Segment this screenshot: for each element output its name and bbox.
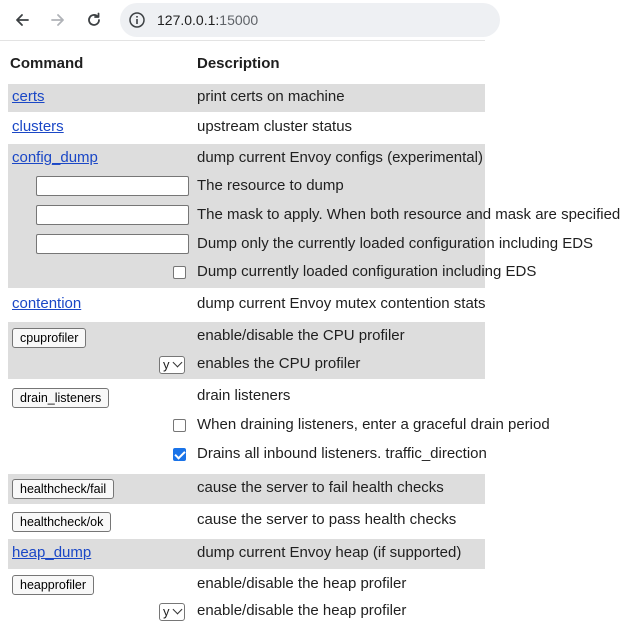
graceful-drain-checkbox[interactable] [173,419,186,432]
forward-arrow-icon[interactable] [48,10,68,30]
heapprofiler-select-value: y [163,604,170,619]
drain-listeners-button[interactable]: drain_listeners [12,388,109,408]
contention-link[interactable]: contention [12,295,82,312]
heap-dump-description: dump current Envoy heap (if supported) [197,544,462,561]
command-column-header: Command [10,55,84,72]
config-dump-description: dump current Envoy configs (experimental) [197,149,483,166]
table-row-drain-listeners [8,380,550,467]
graceful-param-description: When draining listeners, enter a graceful drain period [197,416,550,433]
heapprofiler-button[interactable]: heapprofiler [12,575,94,595]
resource-input[interactable] [36,176,189,196]
inboundonly-checkbox[interactable] [173,448,186,461]
name-regex-input[interactable] [36,234,189,254]
admin-page [0,41,620,619]
healthcheck-fail-description: cause the server to fail health checks [197,479,444,496]
table-row-clusters [8,113,485,143]
back-arrow-icon[interactable] [12,10,32,30]
certs-description: print certs on machine [197,88,345,105]
healthcheck-ok-button[interactable]: healthcheck/ok [12,512,111,532]
address-bar[interactable] [120,3,500,37]
heapprofiler-description: enable/disable the heap profiler [197,575,407,592]
table-row-heap-dump [8,539,485,569]
table-row-certs [8,84,485,112]
cpuprofiler-select-value: y [163,357,170,372]
url-port: 15000 [219,12,259,28]
name-regex-param-description: Dump only the currently loaded configuration including EDS [197,235,594,252]
include-eds-checkbox[interactable] [173,266,186,279]
table-row-healthcheck-fail [8,474,485,504]
include-eds-param-description: Dump currently loaded configuration including EDS [197,263,537,280]
cpuprofiler-button[interactable]: cpuprofiler [12,328,86,348]
cpuprofiler-enable-select[interactable] [159,356,185,374]
browser-toolbar [0,0,485,41]
url-text[interactable] [157,12,258,28]
table-row-contention [8,289,485,321]
table-row-config-dump [8,144,620,288]
heapprofiler-param-description: enable/disable the heap profiler [197,602,407,619]
cpuprofiler-param-description: enables the CPU profiler [197,355,361,372]
mask-param-description: The mask to apply. When both resource and mask are specified [197,206,620,223]
description-column-header: Description [197,55,280,72]
heap-dump-link[interactable]: heap_dump [12,544,92,561]
heapprofiler-enable-select[interactable] [159,603,185,621]
inboundonly-param-description: Drains all inbound listeners. traffic_direction [197,445,487,462]
clusters-link[interactable]: clusters [12,118,64,135]
cpuprofiler-description: enable/disable the CPU profiler [197,327,405,344]
chevron-down-icon [172,358,182,368]
resource-param-description: The resource to dump [197,177,344,194]
config-dump-link[interactable]: config_dump [12,149,98,166]
clusters-description: upstream cluster status [197,118,353,135]
table-row-healthcheck-ok [8,505,485,538]
healthcheck-fail-button[interactable]: healthcheck/fail [12,479,114,499]
site-info-icon[interactable] [128,11,146,29]
reload-icon[interactable] [84,10,104,30]
drain-listeners-description: drain listeners [197,387,291,404]
certs-link[interactable]: certs [12,88,45,105]
url-host: 127.0.0.1: [157,12,220,28]
table-row-heapprofiler [8,570,485,630]
table-row-cpuprofiler [8,322,485,379]
contention-description: dump current Envoy mutex contention stats [197,295,486,312]
healthcheck-ok-description: cause the server to pass health checks [197,511,457,528]
mask-input[interactable] [36,205,189,225]
chevron-down-icon [172,605,182,615]
